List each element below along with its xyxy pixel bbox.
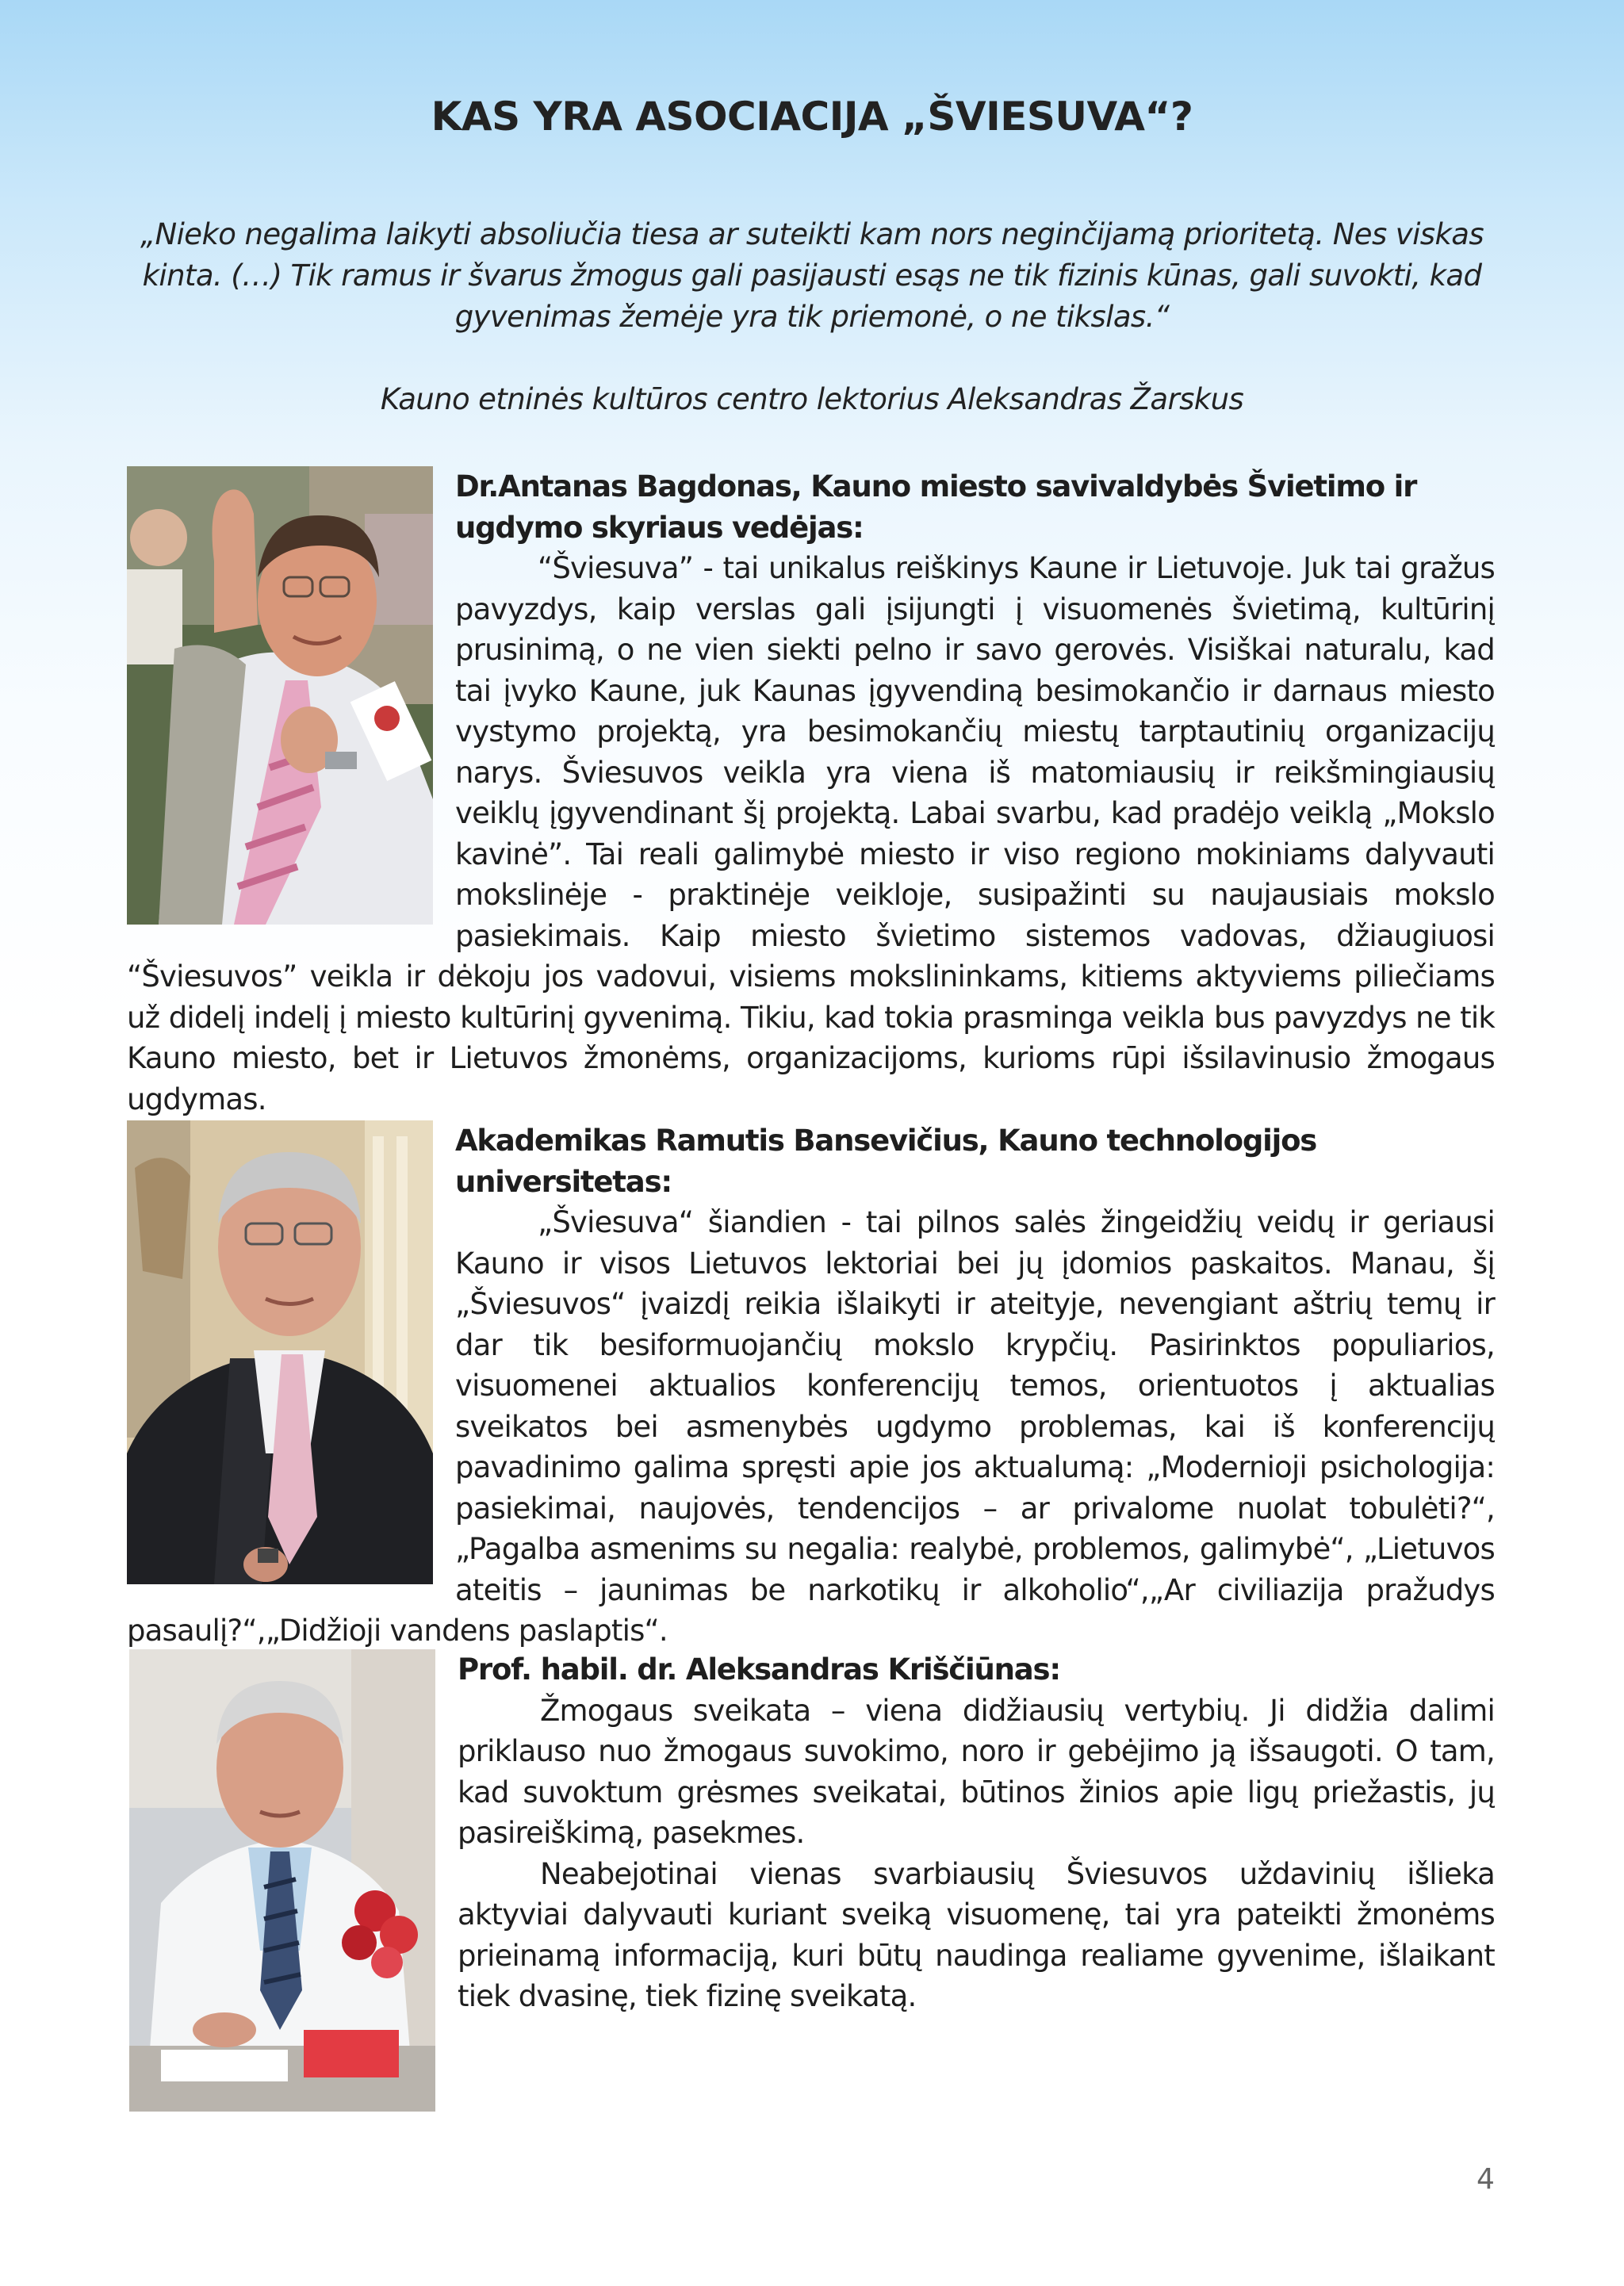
section-paragraph: „Šviesuva“ šiandien - tai pilnos salės žingeidžių veidų ir geriausi Kauno ir visos Lietuvos lektoriai bei jų įdomios paskaitos. Manau, šį „Šviesuvos“ įvaizdį reikia išlaikyti ir ateityje, nevengiant aštrių temų ir dar tik besiformuojančių mokslo krypčių. Pasirinktos populiarios, visuomenei aktualios konferencijų temos, orientuotos į aktualias sveikatos bei asmenybės ugdymo problemas, kai iš konferencijų pavadinimo galima spręsti apie jos aktualumą: „Modernioji psichologija: pasiekimai, naujovės, tendencijos – ar privalome nuolat tobulėti?“,„Pagalba asmenims su negalia: realybė, problemos, galimybė“, „Lietuvos ateitis – jaunimas be narkotikų ir alkoholio“,„Ar civiliazija pražudys pasaulį?“,„Didžioji vandens paslaptis“. bbox=[127, 1205, 1495, 1648]
portrait-photo-bagdonas bbox=[127, 466, 433, 925]
section-paragraph: Neabejotinai vienas svarbiausių Šviesuvos uždavinių išlieka aktyviai dalyvauti kuriant sveiką visuomenę, tai yra pateikti žmonėms prieinamą informaciją, kuri būtų naudinga realiame gyvenime, išlaikant tiek dvasinę, tiek fizinę sveikatą. bbox=[458, 1856, 1495, 2013]
testimonial-bagdonas bbox=[127, 466, 1495, 1120]
section-heading: Prof. habil. dr. Aleksandras Kriščiūnas: bbox=[458, 1652, 1060, 1687]
portrait-photo-krisciunas bbox=[129, 1649, 435, 2112]
page-number: 4 bbox=[1477, 2163, 1495, 2196]
section-paragraph: Žmogaus sveikata – viena didžiausių vertybių. Ji didžia dalimi priklauso nuo žmogaus suvokimo, noro ir gebėjimo ją išsaugoti. O tam, kad suvoktum grėsmes sveikatai, būtinos žinios apie ligų priežastis, jų pasireiškimą, pasekmes. bbox=[458, 1693, 1495, 1850]
section-heading: Akademikas Ramutis Bansevičius, Kauno technologijos universitetas: bbox=[455, 1124, 1317, 1199]
section-paragraph: “Šviesuva” - tai unikalus reiškinys Kaune ir Lietuvoje. Juk tai gražus pavyzdys, kaip verslas gali įsijungti į visuomenės švietimą, kultūrinį prusinimą, o ne vien siekti pelno ir savo gerovės. Visiškai naturalu, kad tai įvyko Kaune, juk Kaunas įgyvendiną besimokančio ir darnaus miesto vystymo projektą, yra besimokančių miestų tarptautinių organizacijų narys. Šviesuvos veikla yra viena iš matomiausių ir reikšmingiausių veiklų įgyvendinant šį projektą. Labai svarbu, kad pradėjo veiklą „Mokslo kavinė”. Tai reali galimybė miesto ir viso regiono mokiniams dalyvauti mokslinėje - praktinėje veikloje, susipažinti su naujausiais mokslo pasiekimais. Kaip miesto švietimo sistemos vadovas, džiaugiuosi “Šviesuvos” veikla ir dėkoju jos vadovui, visiems mokslininkams, kitiems aktyviems piliečiams už didelį indelį į miesto kultūrinį gyvenimą. Tikiu, kad tokia prasminga veikla bus pavyzdys ne tik Kauno miesto, bet ir Lietuvos žmonėms, organizacijoms, kurioms rūpi išsilavinusio žmogaus ugdymas. bbox=[127, 551, 1495, 1116]
testimonial-bansevicius bbox=[127, 1120, 1495, 1652]
page-title: KAS YRA ASOCIACIJA „ŠVIESUVA“? bbox=[431, 94, 1193, 140]
epigraph-quote: „Nieko negalima laikyti absoliučia tiesa ar suteikti kam nors neginčijamą prioritetą. Nes viskas kinta. (…) Tik ramus ir švarus žmogus gali pasijausti esąs ne tik fizinis kūnas, gali suvokti, kad gyvenimas žemėje yra tik priemonė, o ne tikslas.“ bbox=[140, 217, 1484, 334]
section-heading: Dr.Antanas Bagdonas, Kauno miesto savivaldybės Švietimo ir ugdymo skyriaus vedėjas: bbox=[455, 469, 1417, 545]
portrait-photo-bansevicius bbox=[127, 1120, 433, 1584]
epigraph-author: Kauno etninės kultūros centro lektorius Aleksandras Žarskus bbox=[380, 382, 1244, 416]
testimonial-krisciunas bbox=[129, 1649, 1495, 2119]
